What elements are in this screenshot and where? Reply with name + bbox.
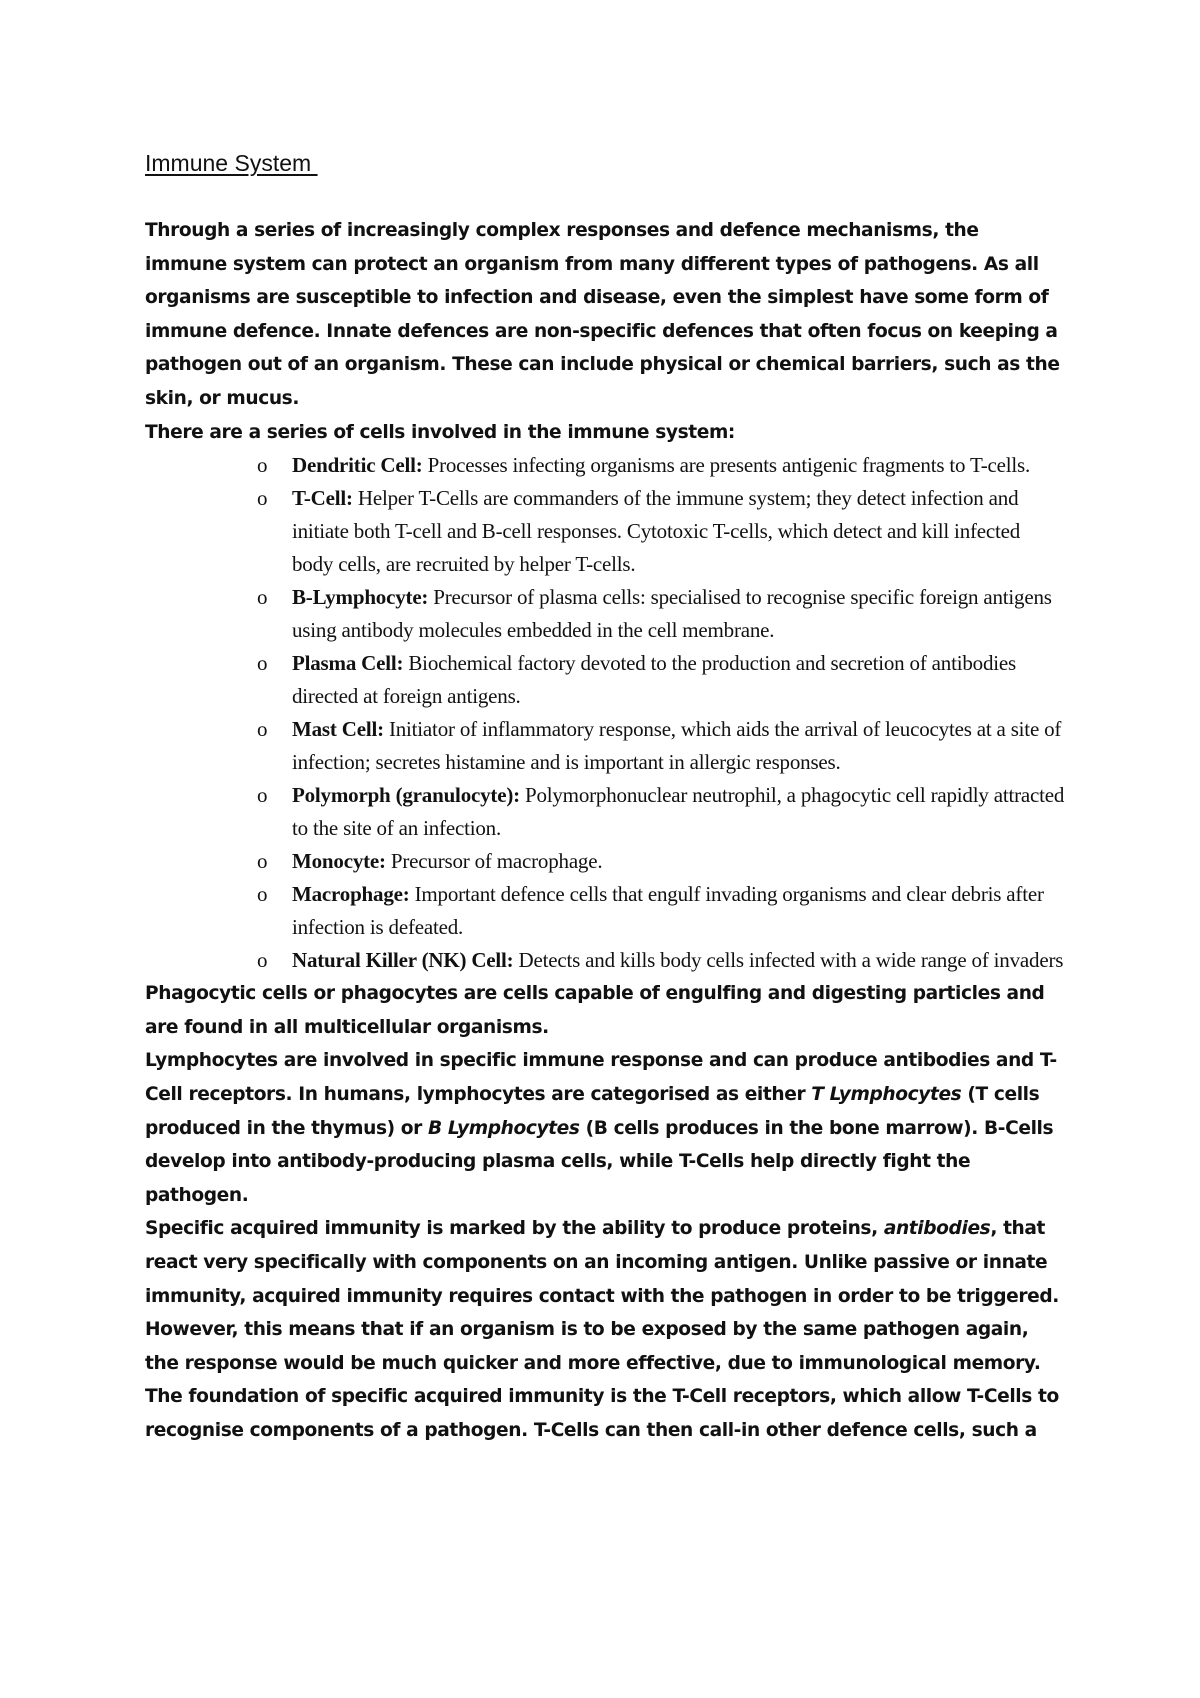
foundation-paragraph: The foundation of specific acquired immunity is the T-Cell receptors, which allow T-Cells to recognise components of a pathogen. T-Cells can then call-in other defence cells, such a bbox=[145, 1386, 1059, 1441]
cell-term: Monocyte: bbox=[292, 849, 386, 874]
cell-term: Macrophage: bbox=[292, 882, 410, 907]
antibodies-term: antibodies bbox=[883, 1218, 991, 1240]
plasma-cells-term: plasma cells bbox=[482, 1151, 607, 1173]
list-item bbox=[145, 647, 1065, 713]
acquired-immunity-paragraph bbox=[145, 1212, 1065, 1380]
cell-list-intro: There are a series of cells involved in the immune system: bbox=[145, 421, 735, 443]
phago-text-2: are cells capable of engulfing and digesting particles and are found in all multicellular organisms. bbox=[145, 983, 1045, 1038]
phagocytes-term: phagocytes bbox=[340, 983, 458, 1005]
bullet-icon: o bbox=[257, 882, 268, 907]
cell-term: Mast Cell: bbox=[292, 717, 384, 742]
cell-description: Detects and kills body cells infected with a wide range of invaders bbox=[513, 948, 1064, 973]
cell-term: Plasma Cell: bbox=[292, 651, 404, 676]
list-item bbox=[145, 845, 1065, 878]
cell-description: Processes infecting organisms are presents antigenic fragments to T-cells. bbox=[422, 453, 1031, 478]
acquired-text-1: Specific acquired immunity is marked by the ability to produce proteins, bbox=[145, 1218, 884, 1240]
lympho-text-2: (T cells produced in the thymus) or bbox=[145, 1083, 1040, 1139]
bullet-icon: o bbox=[257, 453, 268, 478]
list-item bbox=[145, 482, 1065, 581]
list-item bbox=[145, 779, 1065, 845]
cell-term: B-Lymphocyte: bbox=[292, 585, 429, 610]
cell-description: Polymorphonuclear neutrophil, a phagocytic cell rapidly attracted to the site of an infection. bbox=[292, 783, 1065, 841]
lympho-text-4: , while T-Cells help directly fight the pathogen. bbox=[145, 1151, 971, 1206]
cell-description: Important defence cells that engulf invading organisms and clear debris after infection is defeated. bbox=[292, 882, 1044, 940]
lymphocytes-term: Lymphocytes bbox=[145, 1050, 278, 1072]
list-item bbox=[145, 449, 1065, 482]
bullet-icon: o bbox=[257, 486, 268, 511]
cell-term: Dendritic Cell: bbox=[292, 453, 423, 478]
cell-description: Precursor of macrophage. bbox=[385, 849, 603, 874]
lymphocytes-paragraph bbox=[145, 1044, 1065, 1212]
bullet-icon: o bbox=[257, 717, 268, 742]
phago-text-1: Phagocytic cells or bbox=[145, 983, 341, 1005]
cell-term: Polymorph (granulocyte): bbox=[292, 783, 520, 808]
lympho-text-3: (B cells produces in the bone marrow). B-Cells develop into antibody-producing bbox=[145, 1117, 1054, 1173]
cell-description: Helper T-Cells are commanders of the immune system; they detect infection and initiate both T-cell and B-cell responses. Cytotoxic T-cells, which detect and kill infected body cells, are recruited by helper T-cells. bbox=[292, 486, 1021, 577]
bullet-icon: o bbox=[257, 783, 268, 808]
immunological-memory-term: immunological memory bbox=[798, 1352, 1034, 1374]
bullet-icon: o bbox=[257, 849, 268, 874]
list-item bbox=[145, 878, 1065, 944]
phagocytes-paragraph bbox=[145, 977, 1065, 1044]
intro-paragraph: Through a series of increasingly complex responses and defence mechanisms, the immune system can protect an organism from many different types of pathogens. As all organisms are susceptible to infection and disease, even the simplest have some form of immune defence. Innate defences are non-specific defences that often focus on keeping a pathogen out of an organism. These can include physical or chemical barriers, such as the skin, or mucus. bbox=[145, 220, 1060, 409]
acquired-text-2: , that react very specifically with components on an incoming antigen. Unlike passive or innate immunity, acquired immunity requires contact with the pathogen in order to be triggered. However, this means that if an organism is to be exposed by the same pathogen again, the response would be much quicker and more effective, due to bbox=[145, 1218, 1059, 1374]
b-lymphocytes-term: B Lymphocytes bbox=[428, 1117, 580, 1139]
page-title: Immune System bbox=[145, 150, 318, 176]
list-item bbox=[145, 713, 1065, 779]
acquired-text-3: . bbox=[1033, 1352, 1041, 1374]
bullet-icon: o bbox=[257, 585, 268, 610]
bullet-icon: o bbox=[257, 651, 268, 676]
cell-type-list bbox=[145, 449, 1065, 977]
list-item bbox=[145, 944, 1065, 977]
list-item bbox=[145, 581, 1065, 647]
cell-description: Initiator of inflammatory response, which aids the arrival of leucocytes at a site of infection; secretes histamine and is important in allergic responses. bbox=[292, 717, 1062, 775]
document-page bbox=[145, 146, 1065, 1447]
cell-description: Precursor of plasma cells: specialised to recognise specific foreign antigens using antibody molecules embedded in the cell membrane. bbox=[292, 585, 1052, 643]
lympho-text-1: are involved in specific immune response and can produce antibodies and T-Cell receptors. In humans, lymphocytes are categorised as either bbox=[145, 1050, 1057, 1105]
t-lymphocytes-term: T Lymphocytes bbox=[811, 1083, 962, 1105]
cell-term: T-Cell: bbox=[292, 486, 353, 511]
cell-term: Natural Killer (NK) Cell: bbox=[292, 948, 514, 973]
cell-description: Biochemical factory devoted to the production and secretion of antibodies directed at foreign antigens. bbox=[292, 651, 1016, 709]
bullet-icon: o bbox=[257, 948, 268, 973]
